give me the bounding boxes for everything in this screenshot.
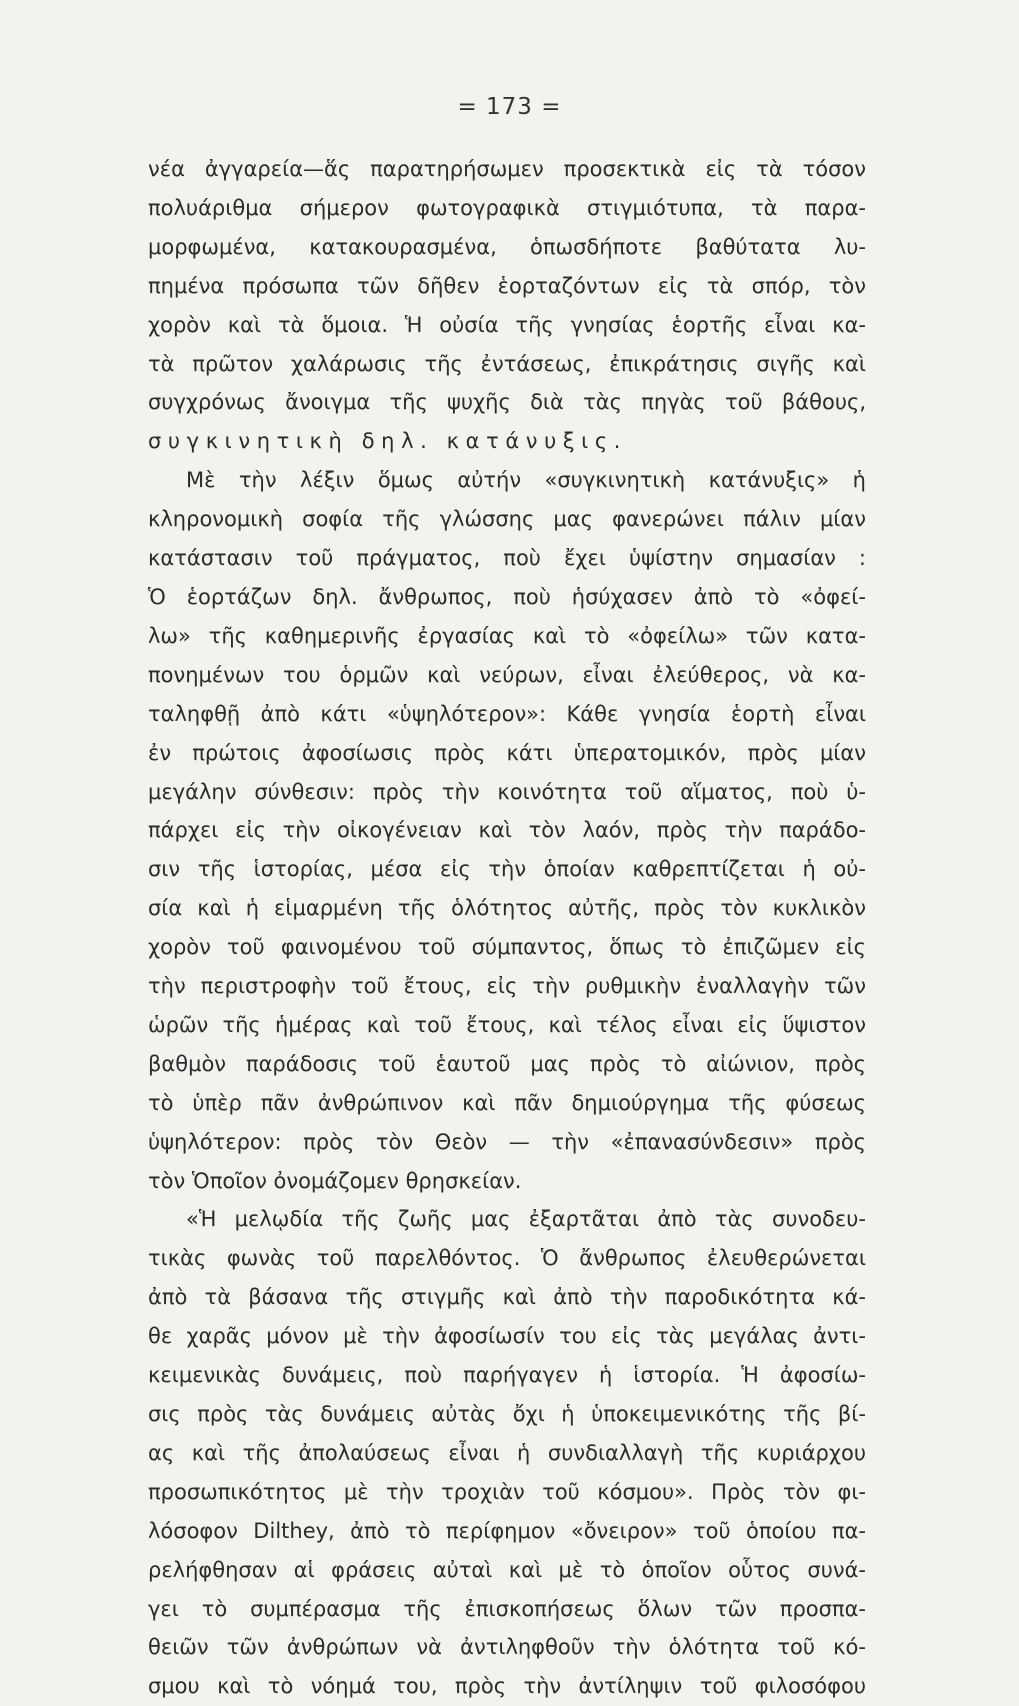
text-line-paragraph-start: «Ἡ μελῳδία τῆς ζωῆς μας ἐξαρτᾶται ἀπὸ τὰς συνοδευ- [186,1207,866,1232]
text-line: βαθμὸν παράδοσις τοῦ ἑαυτοῦ μας πρὸς τὸ αἰώνιον, πρὸς [148,1051,866,1076]
text-line: ταληφθῇ ἀπὸ κάτι «ὑψηλότερον»: Κάθε γνησία ἑορτὴ εἶναι [148,701,866,726]
text-line-spaced: συγκινητικὴ δηλ. κατάνυξις. [148,429,628,454]
text-line: τὸ ὑπὲρ πᾶν ἀνθρώπινον καὶ πᾶν δημιούργημα τῆς φύσεως [148,1090,866,1115]
text-line: μεγάλην σύνθεσιν: πρὸς τὴν κοινότητα τοῦ αἵματος, ποὺ ὑ- [148,779,866,804]
text-line: πολυάριθμα σήμερον φωτογραφικὰ στιγμιότυπα, τὰ παρα- [148,195,866,220]
text-line-paragraph-end: τὸν Ὁποῖον ὀνομάζομεν θρησκείαν. [148,1168,522,1193]
text-line: νέα ἀγγαρεία—ἅς παρατηρήσωμεν προσεκτικὰ εἰς τὰ τόσον [148,157,866,181]
text-line: ρελήφθησαν αἱ φράσεις αὐταὶ καὶ μὲ τὸ ὁποῖον οὗτος συνά- [148,1557,866,1582]
text-line: προσωπικότητος μὲ τὴν τροχιὰν τοῦ κόσμου». Πρὸς τὸν φι- [148,1479,866,1504]
text-line: σμου καὶ τὸ νόημά του, πρὸς τὴν ἀντίληψιν τοῦ φιλοσόφου [148,1674,866,1699]
text-line: συγχρόνως ἄνοιγμα τῆς ψυχῆς διὰ τὰς πηγὰς τοῦ βάθους, [148,390,866,415]
text-line: ὡρῶν τῆς ἡμέρας καὶ τοῦ ἔτους, καὶ τέλος εἶναι εἰς ὕψιστον [148,1012,866,1037]
text-line: θε χαρᾶς μόνον μὲ τὴν ἀφοσίωσίν του εἰς τὰς μεγάλας ἀντι- [148,1324,866,1349]
text-line: πάρχει εἰς τὴν οἰκογένειαν καὶ τὸν λαόν, πρὸς τὴν παράδο- [148,818,866,843]
body-text [148,150,866,1706]
text-line: τὴν περιστροφὴν τοῦ ἔτους, εἰς τὴν ρυθμικὴν ἐναλλαγὴν τῶν [148,974,866,999]
text-line: ας καὶ τῆς ἀπολαύσεως εἶναι ἡ συνδιαλλαγὴ τῆς κυριάρχου [148,1440,866,1465]
text-line-paragraph-start: Μὲ τὴν λέξιν ὅμως αὐτήν «συγκινητικὴ κατάνυξις» ἡ [186,468,866,493]
text-line: σις πρὸς τὰς δυνάμεις αὐτὰς ὄχι ἡ ὑποκειμενικότης τῆς βί- [148,1402,866,1426]
text-line: ὑψηλότερον: πρὸς τὸν Θεὸν — τὴν «ἐπανασύνδεσιν» πρὸς [148,1129,866,1154]
text-line: μορφωμένα, κατακουρασμένα, ὁπωσδήποτε βαθύτατα λυ- [148,234,866,259]
text-line: τικὰς φωνὰς τοῦ παρελθόντος. Ὁ ἄνθρωπος ἐλευθερώνεται [148,1246,866,1271]
text-line: ἐν πρώτοις ἀφοσίωσις πρὸς κάτι ὑπερατομικόν, πρὸς μίαν [148,740,866,765]
text-line: θειῶν τῶν ἀνθρώπων νὰ ἀντιληφθοῦν τὴν ὁλότητα τοῦ κό- [148,1635,866,1660]
text-line: Ὁ ἑορτάζων δηλ. ἄνθρωπος, ποὺ ἡσύχασεν ἀπὸ τὸ «ὀφεί- [148,584,866,609]
text-line: πημένα πρόσωπα τῶν δῆθεν ἑορταζόντων εἰς τὰ σπόρ, τὸν [148,273,866,298]
text-line: σιν τῆς ἱστορίας, μέσα εἰς τὴν ὁποίαν καθρεπτίζεται ἡ οὐ- [148,857,866,882]
text-line: ἀπὸ τὰ βάσανα τῆς στιγμῆς καὶ ἀπὸ τὴν παροδικότητα κά- [148,1285,866,1310]
text-line: κατάστασιν τοῦ πράγματος, ποὺ ἔχει ὑψίστην σημασίαν : [148,546,866,571]
text-line: κληρονομικὴ σοφία τῆς γλώσσης μας φανερώνει πάλιν μίαν [148,507,866,532]
text-line: λω» τῆς καθημερινῆς ἐργασίας καὶ τὸ «ὀφείλω» τῶν κατα- [148,623,866,648]
text-line: πονημένων του ὁρμῶν καὶ νεύρων, εἶναι ἐλεύθερος, νὰ κα- [148,662,866,687]
page-number: = 173 = [457,94,562,120]
text-line: γει τὸ συμπέρασμα τῆς ἐπισκοπήσεως ὅλων τῶν προσπα- [148,1596,866,1621]
text-line: σία καὶ ἡ εἱμαρμένη τῆς ὁλότητος αὐτῆς, πρὸς τὸν κυκλικὸν [148,896,866,921]
text-line: χορὸν καὶ τὰ ὅμοια. Ἡ οὐσία τῆς γνησίας ἑορτῆς εἶναι κα- [148,312,866,337]
text-line: τὰ πρῶτον χαλάρωσις τῆς ἐντάσεως, ἐπικράτησις σιγῆς καὶ [148,351,866,376]
text-line: κειμενικὰς δυνάμεις, ποὺ παρήγαγεν ἡ ἱστορία. Ἡ ἀφοσίω- [148,1363,866,1388]
text-line: λόσοφον Dilthey, ἀπὸ τὸ περίφημον «ὄνειρον» τοῦ ὁποίου πα- [148,1518,866,1543]
text-line: χορὸν τοῦ φαινομένου τοῦ σύμπαντος, ὅπως τὸ ἐπιζῶμεν εἰς [148,935,866,960]
